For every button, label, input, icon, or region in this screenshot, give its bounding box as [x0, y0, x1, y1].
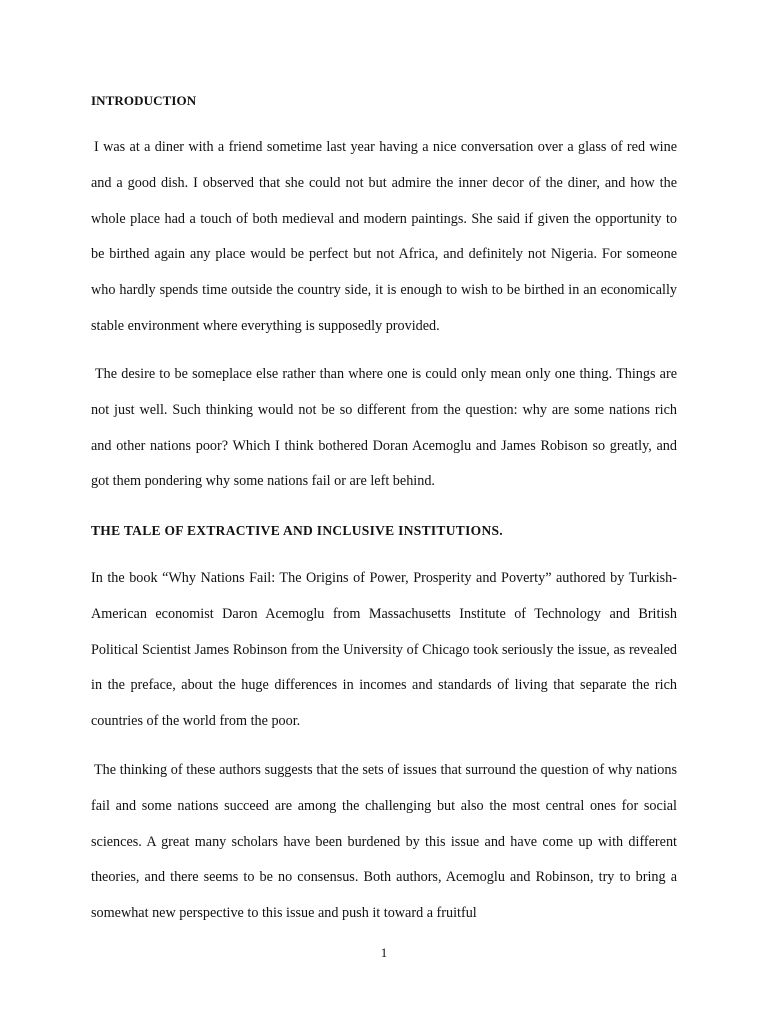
page-number: 1: [380, 945, 388, 960]
paragraph-authors-thinking: The thinking of these authors suggests that the sets of issues that surround the question of why nations fail and some nations succeed are among the challenging but also the most central ones for social sciences. A great many scholars have been burdened by this issue and have come up with different theories, and there seems to be no consensus. Both authors, Acemoglu and Robinson, try to bring a somewhat new perspective to this issue and push it toward a fruitful: [91, 762, 677, 922]
paragraph-diner-anecdote: I was at a diner with a friend sometime last year having a nice conversation over a glass of red wine and a good dish. I observed that she could not but admire the inner decor of the diner, and how the whole place had a touch of both medieval and modern paintings. She said if given the opportunity to be birthed again any place would be perfect but not Africa, and definitely not Nigeria. For someone who hardly spends time outside the country side, it is enough to wish to be birthed in an economically stable environment where everything is supposedly provided.: [91, 139, 677, 334]
heading-extractive-inclusive: THE TALE OF EXTRACTIVE AND INCLUSIVE INSTITUTIONS.: [91, 523, 503, 538]
paragraph-book-introduction: In the book “Why Nations Fail: The Origins of Power, Prosperity and Poverty” authored by Turkish-American economist Daron Acemoglu from Massachusetts Institute of Technology and British Political Scientist James Robinson from the University of Chicago took seriously the issue, as revealed in the preface, about the huge differences in incomes and standards of living that separate the rich countries of the world from the poor.: [91, 570, 677, 730]
paragraph-desire-elsewhere: The desire to be someplace else rather than where one is could only mean only one thing. Things are not just well. Such thinking would not be so different from the question: why are some nations rich and other nations poor? Which I think bothered Doran Acemoglu and James Robison so greatly, and got them pondering why some nations fail or are left behind.: [91, 366, 677, 490]
heading-introduction: INTRODUCTION: [91, 93, 197, 108]
